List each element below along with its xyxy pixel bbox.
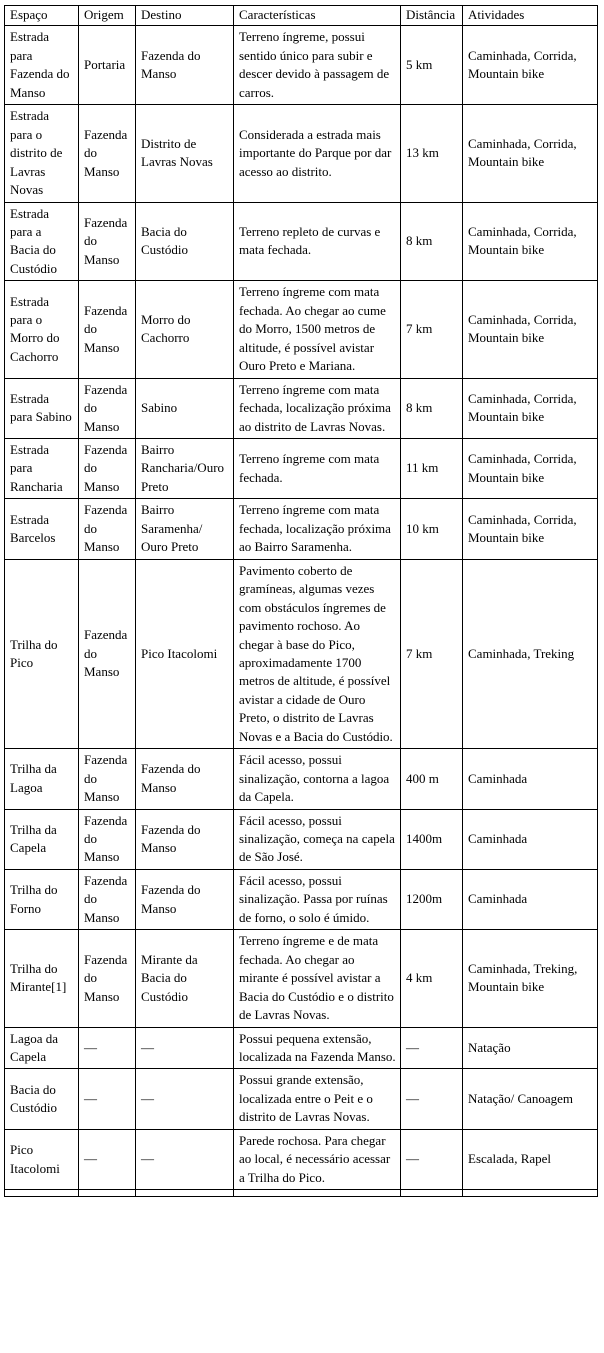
table-cell: Estrada para Rancharia — [5, 438, 79, 498]
table-row — [5, 559, 598, 749]
table-cell: Estrada para o Morro do Cachorro — [5, 281, 79, 378]
table-cell: Fácil acesso, possui sinalização, contorna a lagoa da Capela. — [234, 749, 401, 809]
table-cell: Caminhada, Corrida, Mountain bike — [463, 378, 598, 438]
table-cell: 400 m — [401, 749, 463, 809]
empty-footer-row — [5, 1190, 598, 1197]
table-cell: — — [79, 1129, 136, 1189]
table-cell: Terreno íngreme com mata fechada. — [234, 438, 401, 498]
table-row — [5, 749, 598, 809]
table-row — [5, 1027, 598, 1069]
table-cell: Fazenda do Manso — [136, 809, 234, 869]
table-cell: Natação — [463, 1027, 598, 1069]
table-cell: Portaria — [79, 26, 136, 105]
column-header: Características — [234, 6, 401, 26]
table-cell: Mirante da Bacia do Custódio — [136, 930, 234, 1027]
table-cell: Caminhada, Corrida, Mountain bike — [463, 26, 598, 105]
table-cell: Parede rochosa. Para chegar ao local, é necessário acessar a Trilha do Pico. — [234, 1129, 401, 1189]
column-header: Origem — [79, 6, 136, 26]
table-cell: 5 km — [401, 26, 463, 105]
table-cell: 8 km — [401, 202, 463, 281]
table-cell: — — [79, 1069, 136, 1129]
table-cell: Trilha da Capela — [5, 809, 79, 869]
table-cell: Pico Itacolomi — [5, 1129, 79, 1189]
table-row — [5, 281, 598, 378]
table-cell: Considerada a estrada mais importante do Parque por dar acesso ao distrito. — [234, 105, 401, 202]
table-cell: Terreno íngreme e de mata fechada. Ao chegar ao mirante é possível avistar a Bacia do Custódio e o distrito de Lavras Novas. — [234, 930, 401, 1027]
table-cell: Lagoa da Capela — [5, 1027, 79, 1069]
table-cell: 8 km — [401, 378, 463, 438]
table-body — [5, 26, 598, 1190]
table-cell: Distrito de Lavras Novas — [136, 105, 234, 202]
table-cell: Caminhada, Corrida, Mountain bike — [463, 499, 598, 559]
table-row — [5, 930, 598, 1027]
table-cell: Caminhada, Treking — [463, 559, 598, 749]
table-cell: 13 km — [401, 105, 463, 202]
table-cell: Sabino — [136, 378, 234, 438]
table-header — [5, 6, 598, 26]
table-row — [5, 1069, 598, 1129]
table-cell: 10 km — [401, 499, 463, 559]
table-cell: Fazenda do Manso — [79, 105, 136, 202]
table-cell: Terreno íngreme com mata fechada. Ao chegar ao cume do Morro, 1500 metros de altitude, é possível avistar Ouro Preto e Mariana. — [234, 281, 401, 378]
table-cell: 4 km — [401, 930, 463, 1027]
table-cell: — — [136, 1027, 234, 1069]
table-cell: Estrada Barcelos — [5, 499, 79, 559]
table-cell: 7 km — [401, 281, 463, 378]
table-cell: Fazenda do Manso — [136, 749, 234, 809]
table-cell: Trilha do Forno — [5, 869, 79, 929]
table-cell: Estrada para Fazenda do Manso — [5, 26, 79, 105]
table-cell: Possui grande extensão, localizada entre o Peit e o distrito de Lavras Novas. — [234, 1069, 401, 1129]
table-cell: Fazenda do Manso — [79, 281, 136, 378]
table-cell: 1200m — [401, 869, 463, 929]
table-cell: Fazenda do Manso — [79, 378, 136, 438]
table-cell: — — [401, 1129, 463, 1189]
table-cell: Fazenda do Manso — [79, 809, 136, 869]
table-cell: Fazenda do Manso — [79, 499, 136, 559]
table-cell: Terreno repleto de curvas e mata fechada. — [234, 202, 401, 281]
table-row — [5, 378, 598, 438]
table-cell: Caminhada — [463, 749, 598, 809]
table-row — [5, 26, 598, 105]
table-cell: Terreno íngreme com mata fechada, localização próxima ao distrito de Lavras Novas. — [234, 378, 401, 438]
empty-cell — [401, 1190, 463, 1197]
table-cell: Trilha da Lagoa — [5, 749, 79, 809]
table-cell: Pico Itacolomi — [136, 559, 234, 749]
trails-table — [4, 5, 598, 1197]
table-cell: Natação/ Canoagem — [463, 1069, 598, 1129]
table-cell: Fácil acesso, possui sinalização. Passa por ruínas de forno, o solo é úmido. — [234, 869, 401, 929]
empty-cell — [5, 1190, 79, 1197]
table-cell: Estrada para o distrito de Lavras Novas — [5, 105, 79, 202]
table-row — [5, 438, 598, 498]
table-cell: 7 km — [401, 559, 463, 749]
table-cell: Fazenda do Manso — [79, 930, 136, 1027]
table-cell: Fácil acesso, possui sinalização, começa na capela de São José. — [234, 809, 401, 869]
table-cell: Caminhada, Treking, Mountain bike — [463, 930, 598, 1027]
table-cell: — — [136, 1069, 234, 1129]
table-cell: Caminhada, Corrida, Mountain bike — [463, 281, 598, 378]
column-header: Espaço — [5, 6, 79, 26]
table-cell: Bacia do Custódio — [136, 202, 234, 281]
table-row — [5, 499, 598, 559]
table-cell: Caminhada, Corrida, Mountain bike — [463, 202, 598, 281]
empty-cell — [234, 1190, 401, 1197]
table-cell: Fazenda do Manso — [79, 869, 136, 929]
table-row — [5, 1129, 598, 1189]
table-cell: Fazenda do Manso — [79, 559, 136, 749]
table-cell: Terreno íngreme, possui sentido único para subir e descer devido à passagem de carros. — [234, 26, 401, 105]
table-row — [5, 202, 598, 281]
table-cell: — — [79, 1027, 136, 1069]
table-cell: Fazenda do Manso — [79, 202, 136, 281]
table-cell: Fazenda do Manso — [136, 26, 234, 105]
table-cell: Estrada para Sabino — [5, 378, 79, 438]
empty-cell — [463, 1190, 598, 1197]
table-cell: Possui pequena extensão, localizada na Fazenda Manso. — [234, 1027, 401, 1069]
table-row — [5, 809, 598, 869]
column-header: Atividades — [463, 6, 598, 26]
table-cell: Caminhada — [463, 809, 598, 869]
table-cell: — — [401, 1027, 463, 1069]
table-cell: — — [401, 1069, 463, 1129]
table-footer — [5, 1190, 598, 1197]
table-cell: Fazenda do Manso — [136, 869, 234, 929]
table-cell: Bairro Rancharia/Ouro Preto — [136, 438, 234, 498]
table-cell: Fazenda do Manso — [79, 438, 136, 498]
table-cell: Caminhada — [463, 869, 598, 929]
column-header: Destino — [136, 6, 234, 26]
table-cell: Trilha do Pico — [5, 559, 79, 749]
table-cell: Caminhada, Corrida, Mountain bike — [463, 105, 598, 202]
table-cell: Trilha do Mirante[1] — [5, 930, 79, 1027]
table-row — [5, 869, 598, 929]
table-cell: Caminhada, Corrida, Mountain bike — [463, 438, 598, 498]
column-header: Distância — [401, 6, 463, 26]
header-row — [5, 6, 598, 26]
table-cell: Pavimento coberto de gramíneas, algumas vezes com obstáculos íngremes de pavimento rochoso. Ao chegar à base do Pico, aproximadamente 1700 metros de altitude, é possível avistar a cidade de Ouro Preto, o distrito de Lavras Novas e a Bacia do Custódio. — [234, 559, 401, 749]
table-cell: Bacia do Custódio — [5, 1069, 79, 1129]
table-cell: Terreno íngreme com mata fechada, localização próxima ao Bairro Saramenha. — [234, 499, 401, 559]
table-cell: — — [136, 1129, 234, 1189]
empty-cell — [79, 1190, 136, 1197]
table-cell: Estrada para a Bacia do Custódio — [5, 202, 79, 281]
table-cell: Bairro Saramenha/ Ouro Preto — [136, 499, 234, 559]
table-cell: 1400m — [401, 809, 463, 869]
table-row — [5, 105, 598, 202]
table-cell: 11 km — [401, 438, 463, 498]
table-cell: Fazenda do Manso — [79, 749, 136, 809]
table-cell: Morro do Cachorro — [136, 281, 234, 378]
table-cell: Escalada, Rapel — [463, 1129, 598, 1189]
empty-cell — [136, 1190, 234, 1197]
